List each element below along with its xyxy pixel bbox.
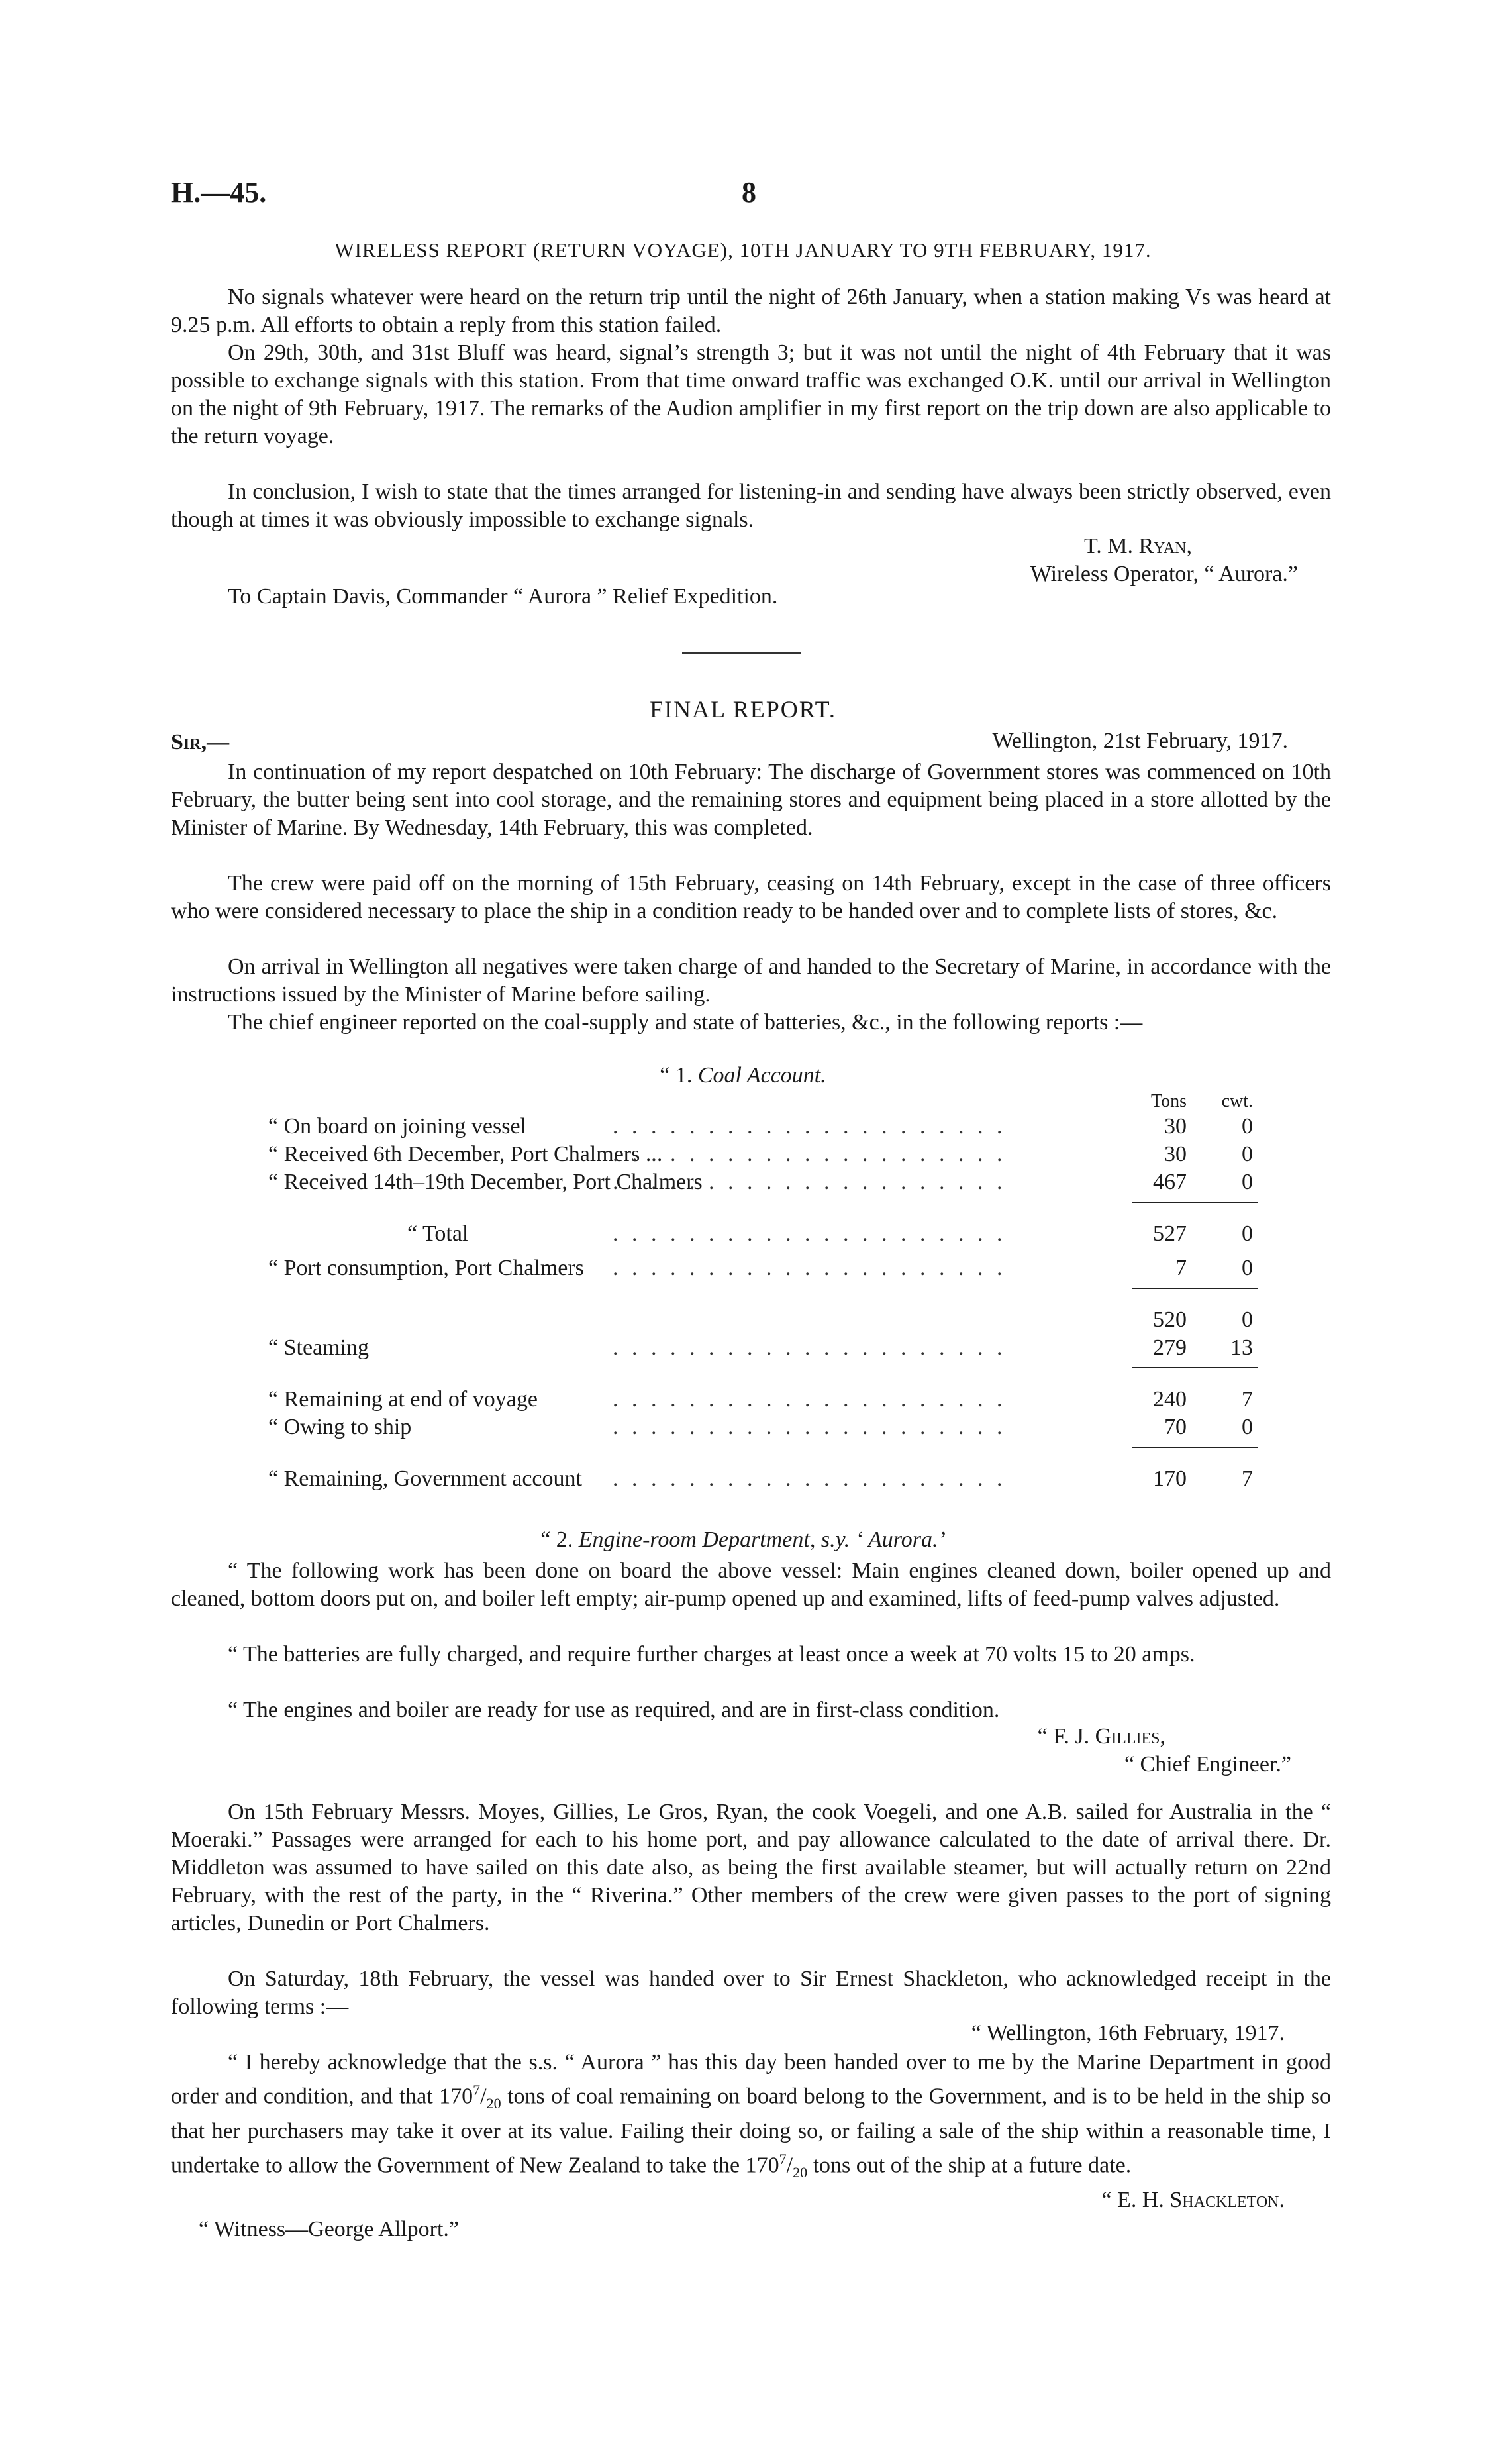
row-tons: 467 bbox=[1153, 1170, 1187, 1194]
fraction-denominator: 20 bbox=[486, 2095, 501, 2112]
coal-heading-title: Coal Account. bbox=[697, 1063, 826, 1088]
row-cwt: 0 bbox=[1242, 1308, 1253, 1332]
final-paragraph-2: The crew were paid off on the morning of 15th February, ceasing on 14th February, except in the case of three officers who were considered necessary to place the ship in a condition ready to be handed over and to complete lists of stores, &c. bbox=[171, 871, 1331, 923]
row-label: “ Total bbox=[407, 1221, 469, 1246]
engine-heading-number: “ 2. bbox=[540, 1527, 573, 1552]
wireless-addressee: To Captain Davis, Commander “ Aurora ” Relief Expedition. bbox=[228, 584, 778, 609]
row-cwt: 0 bbox=[1242, 1142, 1253, 1166]
wireless-report-title: WIRELESS REPORT (RETURN VOYAGE), 10TH JANUARY TO 9TH FEBRUARY, 1917. bbox=[334, 238, 1152, 262]
leader-dots: . . . . . . . . . . . . . . . . . . . . . bbox=[613, 1221, 1007, 1246]
leader-dots: . . . . . . . . . . . . . . . . . . . . . bbox=[613, 1170, 1007, 1194]
row-tons: 527 bbox=[1153, 1221, 1187, 1246]
final-paragraph-1: In continuation of my report despatched on 10th February: The discharge of Government stores was commenced on 10th February, the butter being sent into cool storage, and the remaining stores and equipment being placed in a store allotted by the Minister of Marine. By Wednesday, 14th February, this was completed. bbox=[171, 760, 1331, 840]
table-row bbox=[268, 1413, 1258, 1441]
receipt-text-part-1: “ I hereby acknowledge that the s.s. “ Aurora ” has this day been handed over to me by the Marine Department in good order and condition, and that 170 bbox=[171, 2050, 1331, 2109]
row-label: “ Steaming bbox=[268, 1335, 370, 1360]
final-paragraph-4: The chief engineer reported on the coal-supply and state of batteries, &c., in the following reports :— bbox=[228, 1010, 1143, 1035]
leader-dots: . . . . . . . . . . . . . . . . . . . . . bbox=[613, 1466, 1007, 1491]
table-row-total bbox=[268, 1220, 1258, 1248]
report-place-date: Wellington, 21st February, 1917. bbox=[992, 729, 1288, 753]
leader-dots: . . . . . . . . . . . . . . . . . . . . . bbox=[613, 1142, 1007, 1166]
receipt-signer: “ E. H. Shackleton. bbox=[1101, 2188, 1285, 2212]
row-label: “ Received 14th–19th December, Port Chalmers bbox=[268, 1170, 703, 1194]
row-tons: 30 bbox=[1164, 1114, 1187, 1139]
receipt-text-part-2: tons of coal remaining on board belong to the Government, and is to be held in the ship so that her purchasers may take it over at its value. Failing their doing so, or failing a sale of the ship within a reasonable time, I undertake to allow the Government of New Zealand to take the 170 bbox=[171, 2084, 1331, 2178]
closing-paragraph-2: On Saturday, 18th February, the vessel was handed over to Sir Ernest Shackleton, who acknowledged receipt in the following terms :— bbox=[171, 1967, 1331, 2019]
table-row-subtotal bbox=[268, 1306, 1258, 1334]
row-cwt: 0 bbox=[1242, 1415, 1253, 1439]
sum-rule bbox=[1132, 1447, 1258, 1448]
fraction-numerator: 7 bbox=[473, 2082, 481, 2098]
leader-dots: . . . . . . . . . . . . . . . . . . . . . bbox=[613, 1256, 1007, 1280]
row-tons: 7 bbox=[1175, 1256, 1187, 1280]
coal-heading-number: “ 1. bbox=[660, 1063, 693, 1088]
row-tons: 30 bbox=[1164, 1142, 1187, 1166]
row-cwt: 7 bbox=[1242, 1466, 1253, 1491]
salutation: Sir,— bbox=[171, 730, 230, 754]
row-cwt: 0 bbox=[1242, 1221, 1253, 1246]
row-tons: 240 bbox=[1153, 1387, 1187, 1412]
final-paragraph-3: On arrival in Wellington all negatives were taken charge of and handed to the Secretary of Marine, in accordance with the instructions issued by the Minister of Marine before sailing. bbox=[171, 954, 1331, 1007]
table-row bbox=[268, 1141, 1258, 1168]
receipt-text-part-3: tons out of the ship at a future date. bbox=[807, 2153, 1132, 2178]
leader-dots: . . . . . . . . . . . . . . . . . . . . . bbox=[613, 1387, 1007, 1412]
row-label: “ Received 6th December, Port Chalmers ... bbox=[268, 1142, 663, 1166]
wireless-paragraph-3: In conclusion, I wish to state that the times arranged for listening-in and sending have always been strictly observed, even though at times it was obviously impossible to exchange signals. bbox=[171, 480, 1331, 532]
fraction-denominator: 20 bbox=[793, 2164, 808, 2181]
row-label: “ Remaining at end of voyage bbox=[268, 1387, 538, 1412]
engine-signer-role: “ Chief Engineer.” bbox=[1124, 1752, 1291, 1776]
row-cwt: 0 bbox=[1242, 1170, 1253, 1194]
witness: “ Witness—George Allport.” bbox=[199, 2217, 460, 2241]
table-row bbox=[268, 1386, 1258, 1413]
sum-rule bbox=[1132, 1202, 1258, 1203]
fraction-numerator: 7 bbox=[779, 2151, 787, 2168]
row-tons: 170 bbox=[1153, 1466, 1187, 1491]
engine-room-heading bbox=[0, 1527, 1486, 1553]
table-row bbox=[268, 1255, 1258, 1282]
sum-rule bbox=[1132, 1288, 1258, 1289]
engine-heading-title: Engine-room Department, s.y. ‘ Aurora.’ bbox=[578, 1527, 946, 1552]
engine-paragraph-1: “ The following work has been done on board the above vessel: Main engines cleaned down, boiler opened up and cleaned, bottom doors put on, and boiler left empty; air-pump opened up and examined, lifts of feed-pump valves adjusted. bbox=[171, 1559, 1331, 1611]
table-row bbox=[268, 1113, 1258, 1141]
table-row-final bbox=[268, 1465, 1258, 1493]
row-tons: 70 bbox=[1164, 1415, 1187, 1439]
closing-paragraph-1: On 15th February Messrs. Moyes, Gillies, Le Gros, Ryan, the cook Voegeli, and one A.B. sailed for Australia in the “ Moeraki.” Passages were arranged for each to his home port, and pay allowance calculated to the date of arrival there. Dr. Middleton was assumed to have sailed on this date also, as being the first available steamer, but will actually return on 22nd February, with the rest of the party, in the “ Riverina.” Other members of the crew were given passes to the port of signing articles, Dunedin or Port Chalmers. bbox=[171, 1800, 1331, 1935]
page-number: 8 bbox=[742, 176, 756, 209]
row-cwt: 0 bbox=[1242, 1114, 1253, 1139]
row-label: “ Port consumption, Port Chalmers bbox=[268, 1256, 584, 1280]
engine-paragraph-3: “ The engines and boiler are ready for use as required, and are in first-class condition. bbox=[228, 1698, 1000, 1722]
engine-signer: “ F. J. Gillies, bbox=[1037, 1724, 1165, 1749]
coal-account-table bbox=[268, 1088, 1258, 1512]
row-cwt: 0 bbox=[1242, 1256, 1253, 1280]
row-tons: 279 bbox=[1153, 1335, 1187, 1360]
wireless-paragraph-1: No signals whatever were heard on the return trip until the night of 26th January, when a station making Vs was heard at 9.25 p.m. All efforts to obtain a reply from this station failed. bbox=[171, 285, 1331, 337]
receipt-text: “ I hereby acknowledge that the s.s. “ Aurora ” has this day been handed over to me by the Marine Department in good order and condition, and that $170^7/_{20}$ tons of coal remaining on board belong to the Government, and is to be held in the ship so that her purchasers may take it over at its value. Failing their doing so, or failing a sale of the ship within a reasonable time, I undertake to allow the Government of New Zealand to take the $170^7/_{20}$ tons out of the ship at a future date. bbox=[171, 2050, 1331, 2181]
wireless-signer-role: Wireless Operator, “ Aurora.” bbox=[1030, 562, 1298, 586]
leader-dots: . . . . . . . . . . . . . . . . . . . . . bbox=[613, 1335, 1007, 1360]
coal-column-header bbox=[268, 1088, 1258, 1115]
document-reference: H.—45. bbox=[171, 176, 267, 209]
row-label: “ On board on joining vessel bbox=[268, 1114, 526, 1139]
table-row bbox=[268, 1334, 1258, 1362]
coal-account-heading bbox=[0, 1063, 1486, 1088]
row-cwt: 7 bbox=[1242, 1387, 1253, 1412]
leader-dots: . . . . . . . . . . . . . . . . . . . . . bbox=[613, 1114, 1007, 1139]
receipt-date: “ Wellington, 16th February, 1917. bbox=[971, 2021, 1285, 2045]
column-cwt: cwt. bbox=[1221, 1091, 1253, 1111]
row-cwt: 13 bbox=[1230, 1335, 1253, 1360]
column-tons: Tons bbox=[1150, 1091, 1187, 1111]
leader-dots: . . . . . . . . . . . . . . . . . . . . . bbox=[613, 1415, 1007, 1439]
row-label: “ Remaining, Government account bbox=[268, 1466, 582, 1491]
section-divider bbox=[682, 652, 801, 654]
row-label: “ Owing to ship bbox=[268, 1415, 412, 1439]
final-report-title: FINAL REPORT. bbox=[650, 696, 836, 723]
wireless-paragraph-2: On 29th, 30th, and 31st Bluff was heard, signal’s strength 3; but it was not until the night of 4th February that it was possible to exchange signals with this station. From that time onward traffic was exchanged O.K. until our arrival in Wellington on the night of 9th February, 1917. The remarks of the Audion amplifier in my first report on the trip down are also applicable to the return voyage. bbox=[171, 340, 1331, 448]
sum-rule bbox=[1132, 1367, 1258, 1368]
engine-paragraph-2: “ The batteries are fully charged, and require further charges at least once a week at 70 volts 15 to 20 amps. bbox=[228, 1642, 1195, 1667]
row-tons: 520 bbox=[1153, 1308, 1187, 1332]
table-row bbox=[268, 1168, 1258, 1196]
wireless-signer: T. M. Ryan, bbox=[1084, 534, 1192, 558]
